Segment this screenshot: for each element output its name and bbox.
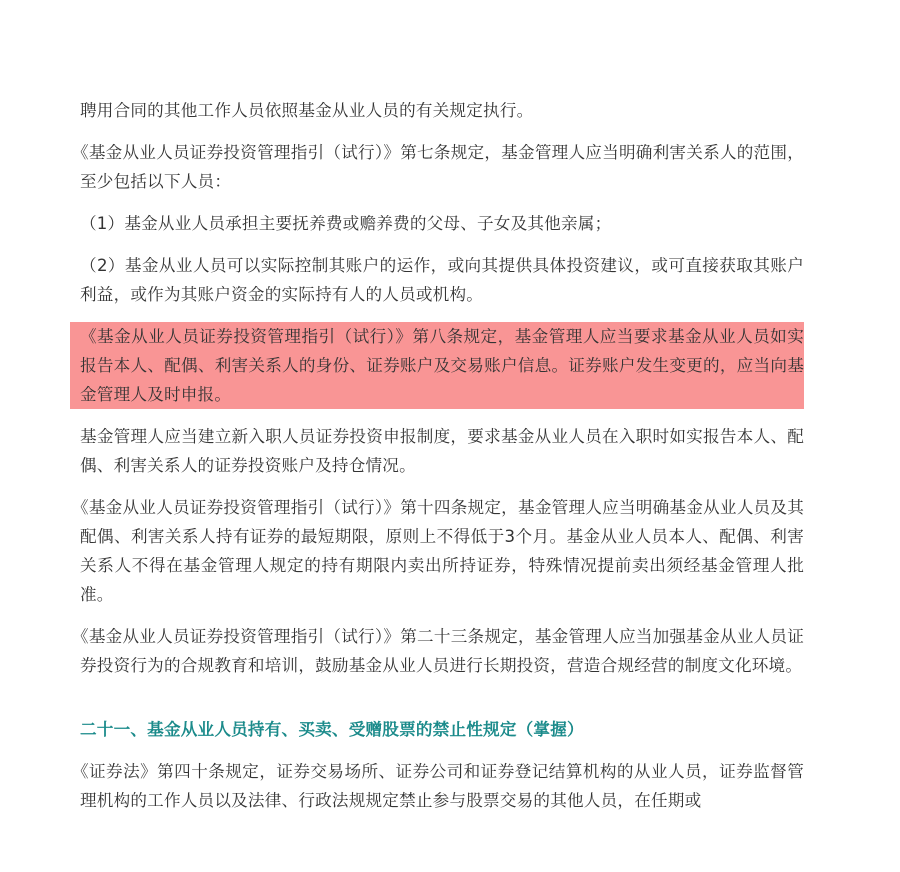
paragraph: （1）基金从业人员承担主要抚养费或赡养费的父母、子女及其他亲属； bbox=[80, 214, 612, 233]
highlighted-paragraph: 《基金从业人员证券投资管理指引（试行）》第八条规定，基金管理人应当要求基金从业人员如实报告本人、配偶、利害关系人的身份、证券账户及交易账户信息。证券账户发生变更的，应当向基金管理人及时申报。 bbox=[70, 322, 804, 409]
paragraph: 《证券法》第四十条规定，证券交易场所、证券公司和证券登记结算机构的从业人员，证券监督管理机构的工作人员以及法律、行政法规规定禁止参与股票交易的其他人员，在任期或 bbox=[72, 762, 804, 810]
paragraph: （2）基金从业人员可以实际控制其账户的运作，或向其提供具体投资建议，或可直接获取其账户利益，或作为其账户资金的实际持有人的人员或机构。 bbox=[80, 256, 804, 304]
paragraph: 《基金从业人员证券投资管理指引（试行）》第七条规定，基金管理人应当明确利害关系人的范围，至少包括以下人员： bbox=[72, 143, 804, 191]
paragraph: 《基金从业人员证券投资管理指引（试行）》第十四条规定，基金管理人应当明确基金从业人员及其配偶、利害关系人持有证券的最短期限，原则上不得低于3个月。基金从业人员本人、配偶、利害关系人不得在基金管理人规定的持有期限内卖出所持证券，特殊情况提前卖出须经基金管理人批准。 bbox=[72, 498, 804, 604]
paragraph: 基金管理人应当建立新入职人员证券投资申报制度，要求基金从业人员在入职时如实报告本人、配偶、利害关系人的证券投资账户及持仓情况。 bbox=[80, 427, 804, 475]
section-heading: 二十一、基金从业人员持有、买卖、受赠股票的禁止性规定（掌握） bbox=[80, 720, 584, 739]
paragraph: 《基金从业人员证券投资管理指引（试行）》第二十三条规定，基金管理人应当加强基金从业人员证券投资行为的合规教育和培训，鼓励基金从业人员进行长期投资，营造合规经营的制度文化环境。 bbox=[72, 627, 804, 675]
paragraph: 聘用合同的其他工作人员依照基金从业人员的有关规定执行。 bbox=[80, 101, 534, 120]
document-body bbox=[72, 96, 804, 828]
